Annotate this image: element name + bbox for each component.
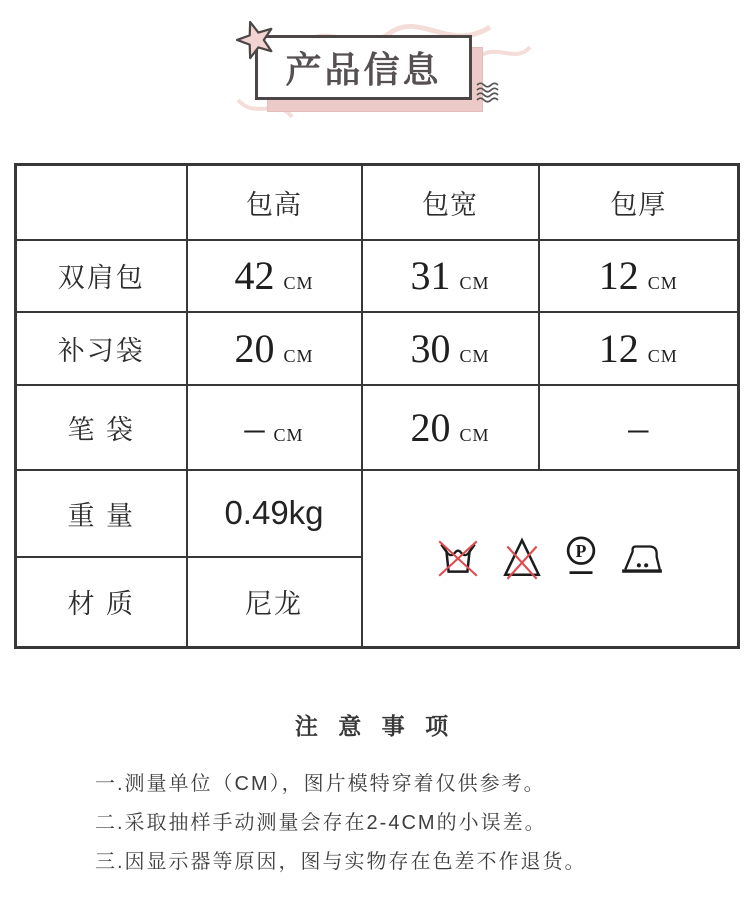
measure-unit: CM xyxy=(459,424,490,445)
row-label: 笔 袋 xyxy=(16,385,187,470)
measure-number: 31 xyxy=(410,253,451,298)
iron-icon xyxy=(619,539,665,577)
value-cell xyxy=(539,240,739,312)
row-label: 双肩包 xyxy=(16,240,187,312)
dry-clean-p-icon xyxy=(563,535,599,581)
row-label: 重 量 xyxy=(16,470,187,557)
measure-number: 42 xyxy=(234,253,275,298)
col-header-bag-depth: 包厚 xyxy=(539,165,739,240)
notes-title: 注 意 事 项 xyxy=(294,713,456,739)
value-cell xyxy=(362,385,539,470)
measure-number: – xyxy=(628,404,649,450)
waves-icon xyxy=(476,81,504,103)
value-cell xyxy=(539,312,739,385)
material-value-cell xyxy=(187,557,362,648)
star-icon xyxy=(236,20,276,60)
measure-number: 20 xyxy=(234,325,275,371)
page-title: 产品信息 xyxy=(285,49,442,90)
value-cell xyxy=(187,312,362,385)
notes-list xyxy=(95,765,750,882)
measure-unit: CM xyxy=(459,273,490,293)
row-label: 材 质 xyxy=(16,557,187,648)
note-item: 三.因显示器等原因，图与实物存在色差不作退货。 xyxy=(95,851,587,873)
table-row-tutoring-bag xyxy=(16,312,739,385)
table-row-weight xyxy=(16,470,739,557)
measure-number: 30 xyxy=(410,325,451,371)
value-cell xyxy=(187,385,362,470)
note-item: 二.采取抽样手动测量会存在2-4CM的小误差。 xyxy=(95,812,547,834)
measure-unit: CM xyxy=(283,273,314,293)
measure-unit: CM xyxy=(283,345,314,366)
table-row-pencil-case xyxy=(16,385,739,470)
badge-frame xyxy=(255,35,472,100)
measure-unit: CM xyxy=(273,424,304,445)
measure-unit: CM xyxy=(647,273,678,293)
weight-value-cell xyxy=(187,470,362,557)
care-icons-row xyxy=(363,535,738,581)
col-header-bag-height: 包高 xyxy=(187,165,362,240)
product-info-badge xyxy=(230,5,540,130)
value-cell xyxy=(539,385,739,470)
measure-unit: CM xyxy=(459,345,490,366)
do-not-wash-icon xyxy=(435,535,481,581)
col-header-bag-width: 包宽 xyxy=(362,165,539,240)
notes-section xyxy=(0,708,750,882)
svg-text:P: P xyxy=(575,541,587,562)
do-not-bleach-icon xyxy=(501,535,543,581)
value-cell xyxy=(187,240,362,312)
row-label: 补习袋 xyxy=(16,312,187,385)
measure-unit: CM xyxy=(647,345,678,366)
value-cell xyxy=(362,312,539,385)
measure-number: 20 xyxy=(410,404,451,450)
table-header-row xyxy=(16,165,739,240)
measure-number: 12 xyxy=(598,253,639,298)
value-cell xyxy=(362,240,539,312)
care-icons-cell xyxy=(362,470,739,648)
note-item: 一.测量单位（CM），图片模特穿着仅供参考。 xyxy=(95,773,546,795)
measure-number: 12 xyxy=(598,325,639,371)
table-row-backpack xyxy=(16,240,739,312)
weight-value: 0.49kg xyxy=(224,494,324,531)
corner-cell xyxy=(16,165,187,240)
material-value: 尼龙 xyxy=(245,589,303,620)
measure-number: – xyxy=(244,404,265,450)
spec-table xyxy=(14,163,740,649)
